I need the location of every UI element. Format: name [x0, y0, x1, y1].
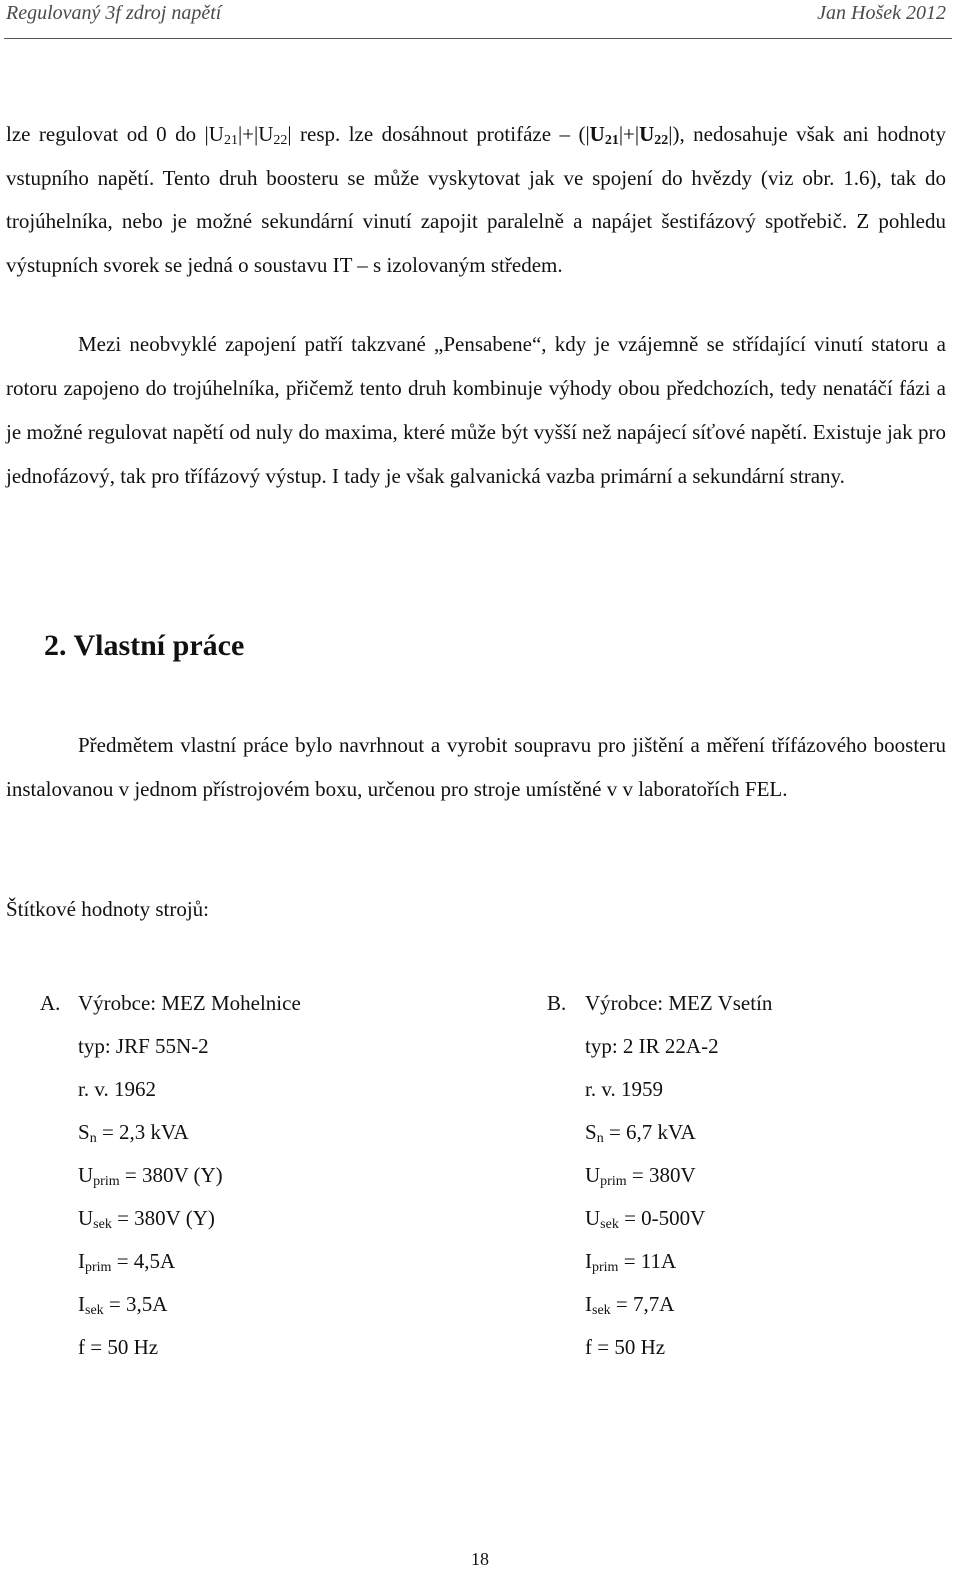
spec-primary-voltage: $U_{prim} = 380V$	[585, 1163, 696, 1189]
machine-a-specs	[40, 982, 301, 1369]
paragraph-booster-description: lze regulovat od 0 do $|U_{21}|+|U_{22}|$ resp. lze dosáhnout protifáze – $(|U_{21}|+|U_{22}|)$, nedosahuje však ani hodnoty vstupního napětí. Tento druh boosteru se může vyskytovat jak ve spojení do hvězdy (viz obr. 1.6), tak do trojúhelníka, nebo je možné sekundární vinutí zapojit paralelně a napájet šestifázový spotřebič. Z pohledu výstupních svorek se jedná o soustavu IT – s izolovaným středem.	[6, 122, 946, 277]
spec-secondary-current: $I_{sek} = 7,7A$	[585, 1292, 675, 1318]
page-header	[0, 0, 960, 40]
spec-frequency: f = 50 Hz	[585, 1335, 666, 1359]
spec-primary-current: $I_{prim} = 11A$	[585, 1249, 677, 1275]
section-heading: 2. Vlastní práce	[44, 629, 245, 662]
spec-secondary-voltage: $U_{sek} = 380V$ (Y)	[78, 1206, 215, 1232]
spec-maker: B. Výrobce: MEZ Vsetín	[547, 991, 773, 1015]
spec-type: typ: 2 IR 22A-2	[585, 1034, 719, 1058]
paragraph-pensabene: Mezi neobvyklé zapojení patří takzvané „Pensabene“, kdy je vzájemně se střídající vinutí statoru a rotoru zapojeno do trojúhelníka, přičemž tento druh kombinuje výhody obou předchozích, tedy nenatáčí fázi a je možné regulovat napětí od nuly do maxima, které může být vyšší než napájecí síťové napětí. Existuje jak pro jednofázový, tak pro třífázový výstup. I tady je však galvanická vazba primární a sekundární strany.	[6, 332, 946, 488]
header-author: Jan Hošek 2012	[817, 2, 946, 24]
spec-secondary-current: $I_{sek} = 3,5A$	[78, 1292, 168, 1318]
spec-year: r. v. 1959	[585, 1077, 663, 1101]
spec-type: typ: JRF 55N-2	[78, 1034, 209, 1058]
header-divider	[4, 38, 952, 39]
spec-frequency: f = 50 Hz	[78, 1335, 159, 1359]
machine-b-specs	[547, 982, 772, 1369]
spec-primary-voltage: $U_{prim} = 380V$ (Y)	[78, 1163, 223, 1189]
paragraph-own-work: Předmětem vlastní práce bylo navrhnout a vyrobit soupravu pro jištění a měření třífázového boosteru instalovanou v jednom přístrojovém boxu, určenou pro stroje umístěné v v laboratořích FEL.	[6, 733, 946, 801]
page-number: 18	[471, 1549, 489, 1569]
spec-power: $S_n = 6,7$ kVA	[585, 1120, 696, 1146]
spec-year: r. v. 1962	[78, 1077, 156, 1101]
spec-power: $S_n = 2,3$ kVA	[78, 1120, 189, 1146]
spec-maker: A. Výrobce: MEZ Mohelnice	[40, 991, 301, 1015]
header-title: Regulovaný 3f zdroj napětí	[6, 2, 222, 24]
spec-secondary-voltage: $U_{sek} = 0-500V$	[585, 1206, 706, 1232]
nameplate-label: Štítkové hodnoty strojů:	[6, 897, 210, 921]
spec-primary-current: $I_{prim} = 4,5A$	[78, 1249, 176, 1275]
